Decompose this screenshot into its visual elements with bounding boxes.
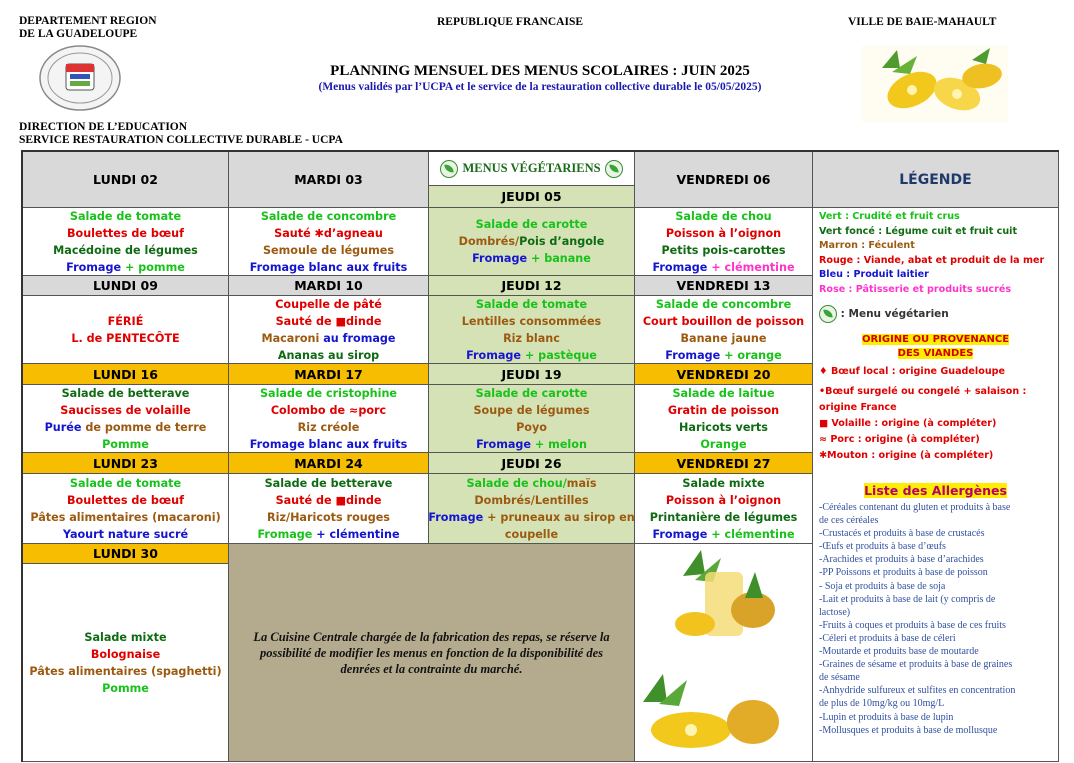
- menu-line: [261, 330, 395, 347]
- menu-line: [62, 385, 190, 402]
- allergen-item: -Lait et produits à base de lait (y compris de: [819, 593, 996, 605]
- menu-line: [643, 313, 804, 330]
- menu-line: [67, 492, 184, 509]
- notice-text: La Cuisine Centrale chargée de la fabrication des repas, se réserve la possibilité de modifier les menus en fonction de la disponibilité des denrées et la contrainte du marché.: [253, 629, 610, 676]
- menu-cell: [635, 208, 813, 276]
- allergen-item: -Fruits à coques et produits à base de ces fruits: [819, 619, 1006, 631]
- day-header: LUNDI 30: [23, 544, 229, 564]
- menu-item-text: + pastèque: [521, 348, 597, 362]
- menu-cell: [635, 296, 813, 364]
- menu-line: [267, 509, 390, 526]
- menu-line: [679, 419, 768, 436]
- menu-item-text: Orange: [700, 437, 747, 451]
- pineapple-image: [862, 46, 1008, 122]
- day-header: MARDI 24: [229, 453, 429, 474]
- menu-line: [278, 347, 379, 364]
- menu-line: [260, 385, 397, 402]
- menu-line: [91, 646, 160, 663]
- menu-line: [108, 313, 144, 330]
- menu-item-text: Poisson à l’oignon: [665, 493, 782, 507]
- origin-list: [819, 364, 1052, 464]
- menu-item-text: Salade de concombre: [260, 209, 397, 223]
- menu-cell: [23, 564, 229, 762]
- menu-line: [276, 492, 382, 509]
- direction-line-2: SERVICE RESTAURATION COLLECTIVE DURABLE - UCPA: [19, 134, 343, 146]
- direction-header: [19, 121, 343, 147]
- menu-cell: [23, 474, 229, 544]
- menu-line: [652, 259, 794, 276]
- menu-item-text: Fromage blanc aux fruits: [249, 260, 408, 274]
- allergen-item: -Mollusques et produits à base de mollusque: [819, 724, 998, 736]
- menu-item-text: Pâtes alimentaires (spaghetti): [29, 664, 222, 678]
- menu-item-text: L. de PENTECÔTE: [71, 331, 180, 345]
- menu-line: [66, 259, 185, 276]
- menu-item-text: Salade de concombre: [655, 297, 792, 311]
- menu-line: [466, 347, 597, 364]
- menu-item-text: Boulettes de bœuf: [66, 226, 184, 240]
- allergen-item: -Œufs et produits à base d’œufs: [819, 541, 946, 553]
- allergen-item: de sésame: [819, 672, 860, 684]
- menu-line: [102, 680, 149, 697]
- origin-item: ♦ Bœuf local : origine Guadeloupe: [819, 366, 1006, 377]
- menu-item-text: Poisson à l’oignon: [665, 226, 782, 240]
- menu-item-text: Salade de cristophine: [259, 386, 397, 400]
- menu-item-text: Salade de carotte: [475, 218, 588, 231]
- menu-line: [70, 475, 181, 492]
- region-header: [19, 15, 157, 41]
- menu-line: [250, 436, 408, 453]
- menu-line: [476, 436, 587, 453]
- day-header: LUNDI 09: [23, 276, 229, 296]
- menu-line: [84, 629, 166, 646]
- menu-cell: [229, 474, 429, 544]
- allergen-title-row: [819, 480, 1052, 499]
- menu-line: [505, 526, 558, 543]
- menu-item-text: maïs: [566, 476, 597, 490]
- menu-line: [102, 436, 149, 453]
- region-line-1: DEPARTEMENT REGION: [19, 15, 157, 27]
- menu-item-text: Court bouillon de poisson: [642, 314, 805, 328]
- allergen-item: - Soja et produits à base de soja: [819, 580, 946, 592]
- day-header: LUNDI 23: [23, 453, 229, 474]
- menu-cell: [23, 208, 229, 276]
- menu-item-text: Boulettes de bœuf: [66, 493, 184, 507]
- menu-line: [53, 242, 198, 259]
- menu-cell: [23, 385, 229, 453]
- vegetarian-leaf-icon: [440, 160, 458, 178]
- day-header: MARDI 17: [229, 364, 429, 385]
- menu-item-text: Soupe de légumes: [473, 403, 590, 417]
- menu-line: [652, 526, 794, 543]
- legend-item: Vert foncé : Légume cuit et fruit cuit: [819, 225, 1018, 237]
- day-header: MARDI 03: [229, 152, 429, 208]
- allergen-item: -Céréales contenant du gluten et produits à base: [819, 502, 1011, 513]
- menu-item-text: Sauté de ■dinde: [275, 314, 382, 328]
- republic-header: REPUBLIQUE FRANCAISE: [437, 16, 584, 28]
- day-header: LUNDI 02: [23, 152, 229, 208]
- legend-title: LÉGENDE: [899, 171, 972, 188]
- menu-item-text: Banane jaune: [680, 331, 767, 345]
- menu-line: [45, 419, 207, 436]
- menu-item-text: Salade de betterave: [61, 386, 190, 400]
- menu-item-text: au fromage: [323, 331, 396, 345]
- menu-item-text: Gratin de poisson: [667, 403, 780, 417]
- menu-line: [682, 475, 764, 492]
- day-header: JEUDI 12: [429, 276, 635, 296]
- menu-item-text: Salade de tomate: [475, 297, 588, 311]
- menu-line: [476, 216, 588, 233]
- menu-line: [675, 208, 771, 225]
- notice-box: [229, 544, 635, 762]
- menu-item-text: Fromage: [652, 527, 708, 541]
- menu-item-text: Macaroni: [261, 331, 324, 345]
- menu-item-text: Pois d’angole: [519, 235, 605, 248]
- menu-line: [29, 663, 221, 680]
- menu-line: [462, 313, 601, 330]
- city-header: VILLE DE BAIE-MAHAULT: [848, 16, 997, 28]
- menu-item-text: Fromage blanc aux fruits: [249, 437, 408, 451]
- page-title: PLANNING MENSUEL DES MENUS SCOLAIRES : JUIN 2025: [330, 63, 750, 79]
- menu-line: [250, 259, 408, 276]
- day-header: VENDREDI 27: [635, 453, 813, 474]
- origin-item: ≈ Porc : origine (à compléter): [819, 434, 980, 445]
- menu-item-text: Pâtes alimentaires (macaroni): [30, 510, 221, 524]
- menu-line: [466, 475, 596, 492]
- vegetarian-leaf-icon: [819, 305, 837, 323]
- legend-veg-row: [819, 305, 1052, 323]
- menu-item-text: Fromage: [428, 510, 484, 524]
- origin-item: •Bœuf surgelé ou congelé + salaison :: [819, 386, 1027, 397]
- menu-item-text: Colombo de ≈porc: [270, 403, 387, 417]
- allergen-item: -Lupin et produits à base de lupin: [819, 711, 954, 723]
- menu-item-text: Fromage: [652, 260, 708, 274]
- menu-cell: [429, 208, 635, 276]
- menu-line: [265, 475, 393, 492]
- decor-image-cell: [635, 544, 813, 762]
- menu-item-text: + pomme: [121, 260, 185, 274]
- allergen-item: -Anhydride sulfureux et sulfites en concentration: [819, 685, 1016, 697]
- menu-item-text: Sauté ✱d’agneau: [274, 226, 383, 240]
- menu-item-text: Sauté de ■dinde: [275, 493, 382, 507]
- menu-item-text: FÉRIÉ: [107, 314, 144, 328]
- menu-item-text: Bolognaise: [90, 647, 161, 661]
- day-header: MARDI 10: [229, 276, 429, 296]
- menu-line: [263, 242, 394, 259]
- menu-line: [700, 436, 746, 453]
- menu-item-text: coupelle: [504, 527, 559, 541]
- menu-line: [650, 509, 798, 526]
- menu-item-text: + clémentine: [707, 527, 795, 541]
- menu-line: [298, 419, 360, 436]
- allergen-item: -Graines de sésame et produits à base de graines: [819, 659, 1013, 671]
- menu-item-text: + orange: [720, 348, 782, 362]
- legend-item: Rose : Pâtisserie et produits sucrés: [819, 283, 1012, 295]
- menu-item-text: Pomme: [102, 437, 149, 451]
- menu-line: [666, 492, 781, 509]
- menu-line: [472, 250, 591, 267]
- origin-item: origine France: [819, 402, 897, 413]
- origin-title-line-1: ORIGINE OU PROVENANCE: [861, 334, 1010, 345]
- menu-item-text: Riz blanc: [503, 331, 560, 345]
- menu-cell: [429, 474, 635, 544]
- menu-item-text: Salade de tomate: [69, 476, 182, 490]
- menu-item-text: Lentilles consommées: [461, 314, 602, 328]
- menu-cell: [429, 385, 635, 453]
- menu-item-text: Yaourt nature sucré: [62, 527, 189, 541]
- menu-line: [476, 296, 587, 313]
- menu-cell: [635, 385, 813, 453]
- menu-item-text: Salade de chou/: [466, 476, 567, 490]
- allergen-item: de ces céréales: [819, 515, 879, 527]
- legend-panel: [813, 208, 1059, 762]
- menu-line: [71, 330, 179, 347]
- allergen-item: -Arachides et produits à base d’arachides: [819, 554, 984, 566]
- origin-item: ✱Mouton : origine (à compléter): [819, 450, 994, 461]
- menu-item-text: Salade de chou: [675, 209, 772, 223]
- menu-item-text: Dombrés/Lentilles: [474, 493, 589, 507]
- menu-line: [476, 385, 588, 402]
- menu-item-text: Salade de tomate: [69, 209, 182, 223]
- menu-line: [666, 225, 781, 242]
- region-line-2: DE LA GUADELOUPE: [19, 28, 138, 40]
- allergen-item: -PP Poissons et produits à base de poisson: [819, 567, 988, 579]
- legend-header: [813, 152, 1059, 208]
- day-header: LUNDI 16: [23, 364, 229, 385]
- menu-line: [661, 242, 785, 259]
- legend-item: Bleu : Produit laitier: [819, 269, 929, 280]
- menu-line: [474, 492, 588, 509]
- menu-item-text: Riz/Haricots rouges: [267, 510, 390, 524]
- menu-cell: [229, 208, 429, 276]
- allergen-item: -Crustacés et produits à base de crustacés: [819, 528, 985, 540]
- day-header: JEUDI 26: [429, 453, 635, 474]
- menu-line: [665, 347, 781, 364]
- menu-line: [63, 526, 188, 543]
- menu-item-text: Purée: [44, 420, 86, 434]
- menu-item-text: Haricots verts: [679, 420, 768, 434]
- menu-item-text: Poyo: [516, 420, 547, 434]
- menu-item-text: Salade de laitue: [672, 386, 775, 400]
- menu-line: [67, 225, 184, 242]
- pineapple-drink-image: [635, 544, 811, 760]
- day-header: VENDREDI 06: [635, 152, 813, 208]
- legend-item: Rouge : Viande, abat et produit de la mer: [819, 254, 1045, 266]
- menu-cell: [23, 296, 229, 364]
- allergen-item: -Moutarde et produits base de moutarde: [819, 646, 979, 658]
- menu-item-text: Saucisses de volaille: [60, 403, 191, 417]
- menu-line: [30, 509, 220, 526]
- menu-item-text: Fromage: [476, 437, 532, 451]
- menu-item-text: Fromage: [665, 348, 721, 362]
- day-header: JEUDI 05: [429, 186, 635, 208]
- menu-cell: [635, 474, 813, 544]
- menu-item-text: + banane: [527, 252, 591, 265]
- page-subtitle: (Menus validés par l’UCPA et le service de la restauration collective durable le 05/05/2025): [318, 81, 762, 93]
- menu-line: [459, 233, 605, 250]
- day-header: VENDREDI 13: [635, 276, 813, 296]
- allergen-item: lactose): [819, 606, 851, 618]
- menu-item-text: de pomme de terre: [85, 420, 207, 434]
- menu-item-text: Salade mixte: [84, 630, 167, 644]
- menu-table: [21, 150, 1059, 762]
- menu-line: [681, 330, 767, 347]
- menu-item-text: Ananas au sirop: [277, 348, 380, 362]
- direction-line-1: DIRECTION DE L’EDUCATION: [19, 121, 188, 133]
- legend-item: Marron : Féculent: [819, 240, 915, 251]
- region-emblem-logo: [38, 44, 122, 112]
- menu-item-text: Salade mixte: [682, 476, 765, 490]
- menu-item-text: Riz créole: [297, 420, 360, 434]
- menu-item-text: Fromage: [466, 348, 522, 362]
- menu-line: [503, 330, 560, 347]
- menu-line: [668, 402, 779, 419]
- menu-item-text: Petits pois-carottes: [661, 243, 786, 257]
- menu-line: [60, 402, 190, 419]
- day-header: VENDREDI 20: [635, 364, 813, 385]
- menu-item-text: + pruneaux au sirop en: [483, 510, 635, 524]
- allergen-item: de plus de 10mg/kg ou 10mg/L: [819, 698, 945, 710]
- legend-veg-label: : Menu végétarien: [840, 308, 949, 320]
- menu-item-text: Pomme: [102, 681, 149, 695]
- menu-item-text: Fromage: [472, 252, 528, 265]
- allergen-list: [819, 501, 1052, 737]
- menu-item-text: Salade de carotte: [475, 386, 588, 400]
- menu-line: [274, 225, 383, 242]
- menu-item-text: Printanière de légumes: [649, 510, 798, 524]
- legend-colors: [819, 210, 1052, 297]
- menu-item-text: Semoule de légumes: [262, 243, 395, 257]
- origin-title-line-2: DES VIANDES: [897, 348, 974, 359]
- menu-line: [275, 296, 382, 313]
- menu-line: [257, 526, 399, 543]
- menu-line: [656, 296, 791, 313]
- menu-line: [672, 385, 774, 402]
- vegetarian-banner: [429, 152, 635, 186]
- menu-line: [516, 419, 547, 436]
- menu-line: [474, 402, 590, 419]
- menu-cell: [229, 385, 429, 453]
- menu-item-text: + clémentine: [312, 527, 400, 541]
- menu-item-text: + clémentine: [707, 260, 795, 274]
- legend-item: Vert : Crudité et fruit crus: [819, 211, 960, 222]
- menu-line: [70, 208, 181, 225]
- menu-cell: [229, 296, 429, 364]
- day-header: JEUDI 19: [429, 364, 635, 385]
- origin-item: ■ Volaille : origine (à compléter): [819, 418, 997, 429]
- vegetarian-banner-label: MENUS VÉGÉTARIENS: [462, 161, 601, 175]
- menu-item-text: Macédoine de légumes: [53, 243, 198, 257]
- vegetarian-leaf-icon: [605, 160, 623, 178]
- origin-title: [819, 333, 1052, 361]
- menu-item-text: + melon: [531, 437, 587, 451]
- menu-item-text: Salade de betterave: [264, 476, 393, 490]
- menu-cell: [429, 296, 635, 364]
- menu-item-text: Coupelle de pâté: [275, 297, 382, 311]
- allergen-title: Liste des Allergènes: [864, 483, 1007, 498]
- menu-line: [261, 208, 396, 225]
- allergen-item: -Céleri et produits à base de céleri: [819, 632, 956, 644]
- menu-line: [428, 509, 634, 526]
- menu-item-text: Fromage: [66, 260, 122, 274]
- menu-line: [276, 313, 382, 330]
- menu-line: [271, 402, 386, 419]
- menu-item-text: Fromage: [257, 527, 313, 541]
- menu-item-text: Dombrés/: [458, 235, 520, 248]
